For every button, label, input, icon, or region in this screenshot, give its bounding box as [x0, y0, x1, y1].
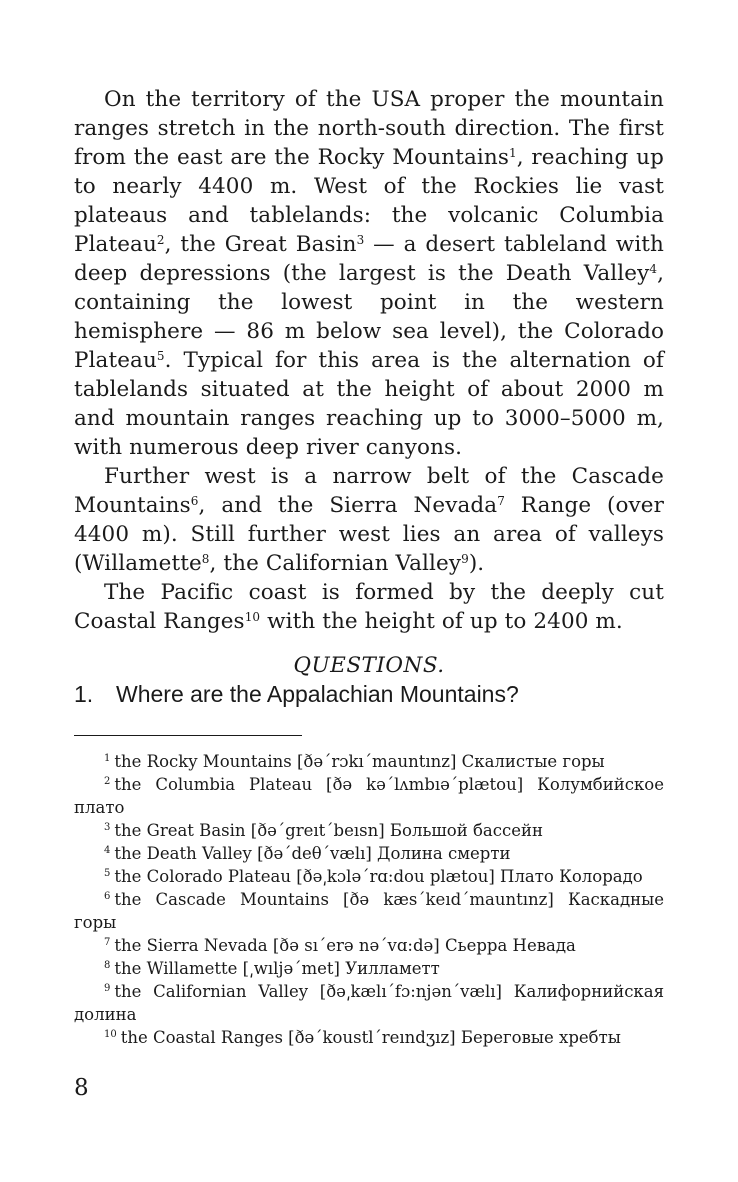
main-text: [74, 85, 664, 636]
paragraph-text: with the height of up to 2400 m.: [260, 609, 623, 634]
question-text: Where are the Appalachian Mountains?: [116, 681, 519, 707]
paragraph-text: Range (over 4400 m). Still further west lies an area of valleys (Willamette: [74, 493, 664, 576]
page-content: [74, 85, 664, 1049]
footnote-text: the Cascade Mountains [ðə kæs´keıd´mauntınz] Каскадные горы: [74, 890, 664, 932]
footnote: [74, 750, 664, 773]
footnote-number: 7: [104, 937, 111, 948]
footnote-text: the Great Basin [ðə´greıt´beısn] Большой бассейн: [114, 821, 543, 840]
footnote-marker: 7: [497, 494, 505, 508]
footnote-marker: 9: [461, 552, 469, 566]
footnote-marker: 2: [156, 233, 165, 247]
footnote: [74, 819, 664, 842]
footnote-number: 5: [104, 868, 111, 879]
footnote-number: 3: [104, 822, 111, 833]
paragraph-text: — a desert tableland with deep depressions (the largest is the Death Valley: [74, 232, 664, 286]
paragraph-text: , the Californian Valley: [209, 551, 462, 576]
footnote: [74, 1026, 664, 1049]
paragraph-text: , reaching up to nearly 4400 m. West of the Rockies lie vast plateaus and tablelands: the volcanic Columbia Plateau: [74, 145, 664, 257]
paragraph: [74, 462, 664, 578]
questions-heading: QUESTIONS.: [293, 653, 445, 678]
footnote-text: the Colorado Plateau [ðə͵kɔlə´rɑ:dou plætou] Плато Колорадо: [114, 867, 643, 886]
footnote-text: the Rocky Mountains [ðə´rɔkı´mauntınz] Скалистые горы: [114, 752, 605, 771]
footnote-marker: 3: [356, 233, 365, 247]
question-item: [74, 680, 664, 709]
footnote-number: 9: [104, 983, 111, 994]
footnote-text: the Columbia Plateau [ðə kə´lʌmbıə´plætou] Колумбийское плато: [74, 775, 664, 817]
footnote-divider: [74, 735, 302, 736]
paragraph-text: , the Great Basin: [164, 232, 357, 257]
paragraph-text: , and the Sierra Nevada: [198, 493, 498, 518]
footnote: [74, 865, 664, 888]
question-number: 1.: [74, 681, 94, 707]
footnote-text: the Death Valley [ðə´deθ´vælı] Долина смерти: [114, 844, 511, 863]
footnote-number: 4: [104, 845, 111, 856]
paragraph: [74, 85, 664, 462]
footnotes-list: [74, 750, 664, 1049]
paragraph: [74, 578, 664, 636]
paragraph-text: . Typical for this area is the alternation of tablelands situated at the height of about 2000 m and mountain ranges reaching up to 3000–5000 m, with numerous deep river canyons.: [74, 348, 664, 460]
paragraph-text: , containing the lowest point in the western hemisphere — 86 m below sea level), the Colorado Plateau: [74, 261, 664, 373]
footnote-marker: 5: [156, 349, 165, 363]
footnote-number: 6: [104, 891, 111, 902]
footnote: [74, 957, 664, 980]
footnote: [74, 888, 664, 934]
footnote: [74, 773, 664, 819]
footnote-marker: 1: [508, 146, 517, 160]
footnote: [74, 934, 664, 957]
page-number: 8: [74, 1075, 89, 1101]
footnote-marker: 6: [190, 494, 199, 508]
footnote-marker: 10: [244, 610, 261, 624]
footnote-number: 1: [104, 753, 111, 764]
paragraph-text: The Pacific coast is formed by the deeply cut Coastal Ranges: [74, 580, 664, 634]
paragraph-text: ).: [468, 551, 485, 576]
footnote-number: 10: [104, 1029, 117, 1040]
footnote-text: the Californian Valley [ðə͵kælı´fɔ:njən´vælı] Калифорнийская долина: [74, 982, 664, 1024]
footnote-text: the Sierra Nevada [ðə sı´erə nə´vɑ:də] Сьерра Невада: [114, 936, 576, 955]
footnote-number: 8: [104, 960, 111, 971]
questions-list: [74, 680, 664, 709]
footnote: [74, 842, 664, 865]
footnote-marker: 8: [201, 552, 210, 566]
footnote-marker: 4: [649, 262, 658, 276]
footnote-number: 2: [104, 776, 111, 787]
footnote-text: the Willamette [͵wıljə´met] Уилламетт: [114, 959, 440, 978]
paragraph-text: On the territory of the USA proper the mountain ranges stretch in the north-south direction. The first from the east are the Rocky Mountains: [74, 87, 664, 170]
footnote-text: the Coastal Ranges [ðə´koustl´reındʒız] Береговые хребты: [120, 1028, 621, 1047]
footnote: [74, 980, 664, 1026]
paragraph-text: Further west is a narrow belt of the Cascade Mountains: [74, 464, 664, 518]
